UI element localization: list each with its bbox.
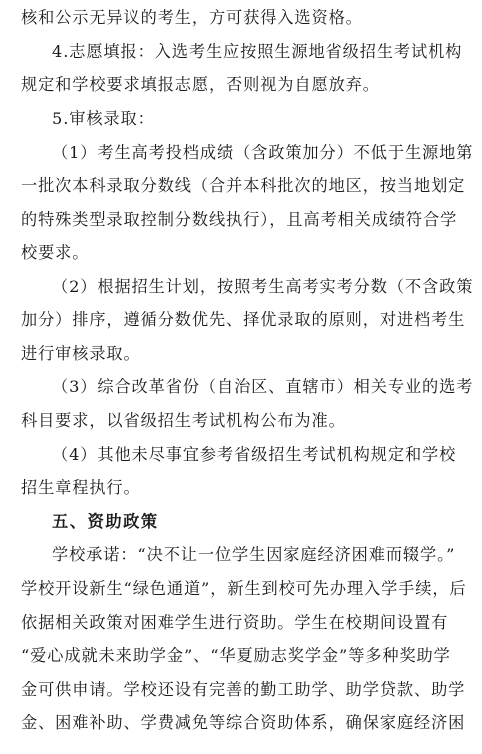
text-line: 核和公示无异议的考生，方可获得入选资格。 bbox=[21, 8, 363, 27]
text-line: 4.志愿填报：入选考生应按照生源地省级招生考试机构 bbox=[52, 42, 463, 61]
text-line: 进行审核录取。 bbox=[21, 344, 141, 363]
text-line: （4）其他未尽事宜参考省级招生考试机构规定和学校 bbox=[52, 445, 457, 464]
text-line: 招生章程执行。 bbox=[21, 478, 141, 497]
text-line: 依据相关政策对困难学生进行资助。学生在校期间设置有 bbox=[21, 613, 449, 632]
text-line: （2）根据招生计划，按照考生高考实考分数（不含政策 bbox=[52, 277, 474, 296]
text-line: “爱心成就未来助学金”、“华夏励志奖学金”等多种奖助学 bbox=[21, 646, 451, 665]
text-line: （1）考生高考投档成绩（含政策加分）不低于生源地第 bbox=[52, 143, 474, 162]
text-line: 金、困难补助、学费减免等综合资助体系，确保家庭经济困 bbox=[21, 713, 466, 732]
text-line: （3）综合改革省份（自治区、直辖市）相关专业的选考 bbox=[52, 377, 474, 396]
text-line: 的特殊类型录取控制分数线执行），且高考相关成绩符合学 bbox=[21, 210, 458, 229]
text-line: 学校开设新生“绿色通道”，新生到校可先办理入学手续，后 bbox=[21, 579, 467, 598]
text-line: 5.审核录取： bbox=[52, 109, 155, 128]
text-line: 规定和学校要求填报志愿，否则视为自愿放弃。 bbox=[21, 75, 380, 94]
text-line: 一批次本科录取分数线（合并本科批次的地区，按当地划定 bbox=[21, 176, 466, 195]
text-line: 金可供申请。学校还设有完善的勤工助学、助学贷款、助学 bbox=[21, 680, 466, 699]
text-line: 校要求。 bbox=[21, 243, 90, 262]
section-heading: 五、资助政策 bbox=[52, 512, 159, 531]
text-line: 加分）排序，遵循分数优先、择优录取的原则，对进档考生 bbox=[21, 310, 466, 329]
text-line: 学校承诺：“决不让一位学生因家庭经济困难而辍学。” bbox=[52, 545, 456, 564]
text-line: 科目要求，以省级招生考试机构公布为准。 bbox=[21, 411, 346, 430]
